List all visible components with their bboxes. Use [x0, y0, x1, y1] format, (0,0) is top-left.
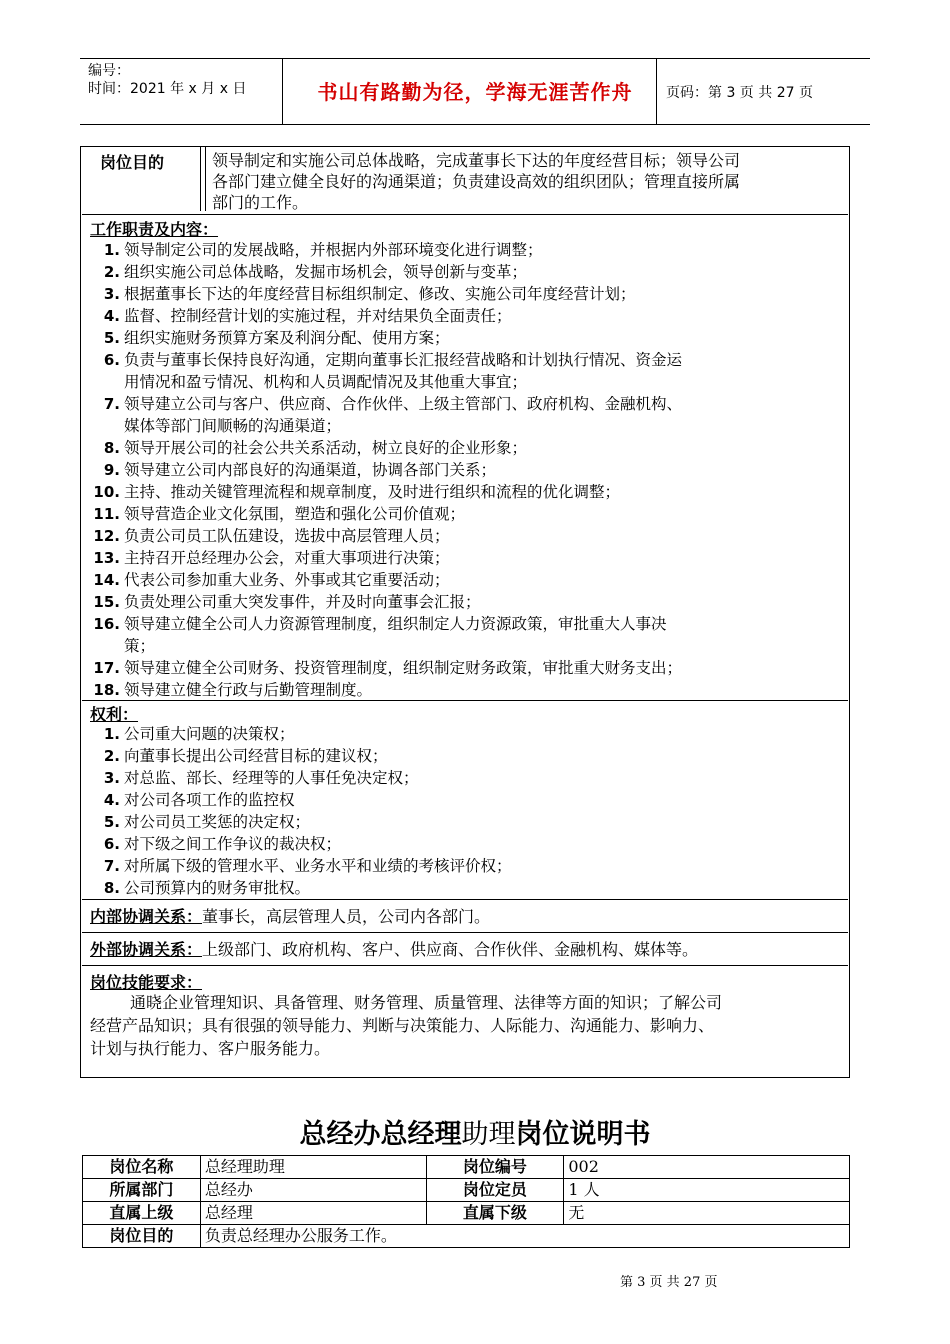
duty-number: 10.	[93, 483, 120, 501]
duty-text-line: 组织实施公司总体战略，发掘市场机会，领导创新与变革；	[124, 263, 528, 281]
rights-list	[92, 723, 842, 899]
duty-text-line: 负责与董事长保持良好沟通，定期向董事长汇报经营战略和计划执行情况、资金运	[124, 351, 683, 369]
duty-number: 11.	[93, 505, 120, 523]
duty-number: 3.	[103, 285, 120, 303]
assistant-purpose-value: 负责总经理办公服务工作。	[200, 1225, 849, 1248]
job-purpose-line-2: 各部门建立健全良好的沟通渠道；负责建设高效的组织团队；管理直接所属	[212, 172, 741, 191]
external-relations-text: 上级部门、政府机构、客户、供应商、合作伙伴、金融机构、媒体等。	[202, 940, 699, 959]
headcount-label: 岗位定员	[426, 1179, 564, 1202]
section-title-part-2: 助理	[461, 1119, 516, 1150]
right-text: 公司重大问题的决策权；	[124, 725, 295, 743]
superior-label: 直属上级	[83, 1202, 201, 1225]
header-top-rule	[80, 58, 870, 59]
skills-line-1: 通晓企业管理知识、具备管理、财务管理、质量管理、法律等方面的知识；了解公司	[130, 993, 723, 1012]
table-row	[83, 1179, 850, 1202]
superior-value: 总经理	[200, 1202, 426, 1225]
duty-number: 4.	[103, 307, 120, 325]
job-purpose-label: 岗位目的	[100, 153, 165, 172]
right-number: 5.	[103, 813, 120, 831]
duty-item	[92, 261, 842, 283]
duty-text-line: 领导建立健全公司财务、投资管理制度，组织制定财务政策，审批重大财务支出；	[124, 659, 683, 677]
right-item	[92, 789, 842, 811]
right-item	[92, 811, 842, 833]
table-row	[83, 1156, 850, 1179]
duty-item	[92, 459, 842, 481]
external-relations	[90, 939, 698, 961]
job-code-value: 002	[564, 1156, 850, 1179]
duty-item	[92, 327, 842, 349]
duty-text-line: 领导开展公司的社会公共关系活动，树立良好的企业形象；	[124, 439, 528, 457]
internal-relations-label: 内部协调关系：	[90, 907, 203, 926]
duty-text-line: 负责处理公司重大突发事件，并及时向董事会汇报；	[124, 593, 481, 611]
header-bottom-rule	[80, 124, 870, 125]
skills-line-3: 计划与执行能力、客户服务能力。	[90, 1039, 331, 1058]
job-name-value: 总经理助理	[200, 1156, 426, 1179]
duty-item	[92, 305, 842, 327]
duty-number: 13.	[93, 549, 120, 567]
duty-number: 14.	[93, 571, 120, 589]
job-purpose-line-1: 领导制定和实施公司总体战略，完成董事长下达的年度经营目标；领导公司	[212, 151, 741, 170]
duty-item	[92, 283, 842, 305]
page-indicator: 页码：第 3 页 共 27 页	[666, 85, 813, 101]
header-divider-right	[656, 58, 657, 124]
duty-number: 17.	[93, 659, 120, 677]
job-name-label: 岗位名称	[83, 1156, 201, 1179]
section-title-part-3: 岗位说明书	[515, 1119, 651, 1150]
right-number: 3.	[103, 769, 120, 787]
right-number: 8.	[103, 879, 120, 897]
duty-text-line: 领导建立健全行政与后勤管理制度。	[124, 681, 373, 699]
duty-item	[92, 437, 842, 459]
duties-label: 工作职责及内容：	[90, 220, 219, 239]
duty-number: 15.	[93, 593, 120, 611]
right-number: 1.	[103, 725, 120, 743]
right-item	[92, 745, 842, 767]
right-number: 4.	[103, 791, 120, 809]
duty-number: 9.	[103, 461, 120, 479]
header-motto: 书山有路勤为径，学海无涯苦作舟	[317, 80, 633, 104]
duty-item	[92, 349, 842, 393]
duty-text-line: 领导建立健全公司人力资源管理制度，组织制定人力资源政策，审批重大人事决	[124, 615, 667, 633]
right-text: 对公司员工奖惩的决定权；	[124, 813, 311, 831]
duty-number: 6.	[103, 351, 120, 369]
right-text: 向董事长提出公司经营目标的建议权；	[124, 747, 388, 765]
duty-text-line: 领导制定公司的发展战略，并根据内外部环境变化进行调整；	[124, 241, 543, 259]
right-text: 对公司各项工作的监控权	[124, 791, 295, 809]
duty-text-line: 负责公司员工队伍建设，选拔中高层管理人员；	[124, 527, 450, 545]
duty-item	[92, 525, 842, 547]
duty-item	[92, 569, 842, 591]
job-code-label: 岗位编号	[426, 1156, 564, 1179]
subordinate-value: 无	[564, 1202, 850, 1225]
purpose-label-divider-inner	[205, 147, 206, 211]
right-number: 2.	[103, 747, 120, 765]
section-title-part-1: 总经办总经理	[299, 1119, 462, 1150]
duties-list	[92, 239, 842, 701]
duty-item	[92, 613, 842, 657]
table-row	[83, 1225, 850, 1248]
time-label: 时间：2021 年 x 月 x 日	[88, 81, 247, 97]
duty-text-line: 领导营造企业文化氛围，塑造和强化公司价值观；	[124, 505, 466, 523]
duty-text-line: 领导建立公司内部良好的沟通渠道，协调各部门关系；	[124, 461, 497, 479]
duty-text-line: 主持召开总经理办公会，对重大事项进行决策；	[124, 549, 450, 567]
row-divider	[82, 700, 848, 701]
right-number: 6.	[103, 835, 120, 853]
row-divider	[82, 932, 848, 933]
duty-text-line: 领导建立公司与客户、供应商、合作伙伴、上级主管部门、政府机构、金融机构、	[124, 395, 683, 413]
duty-number: 2.	[103, 263, 120, 281]
skills-line-2: 经营产品知识；具有很强的领导能力、判断与决策能力、人际能力、沟通能力、影响力、	[90, 1016, 715, 1035]
assistant-job-table	[82, 1155, 850, 1248]
department-label: 所属部门	[83, 1179, 201, 1202]
right-text: 公司预算内的财务审批权。	[124, 879, 311, 897]
duty-text-line: 策；	[124, 637, 156, 655]
duty-item	[92, 591, 842, 613]
duty-item	[92, 481, 842, 503]
right-text: 对总监、部长、经理等的人事任免决定权；	[124, 769, 419, 787]
right-item	[92, 767, 842, 789]
duty-item	[92, 393, 842, 437]
headcount-value: 1 人	[564, 1179, 850, 1202]
duty-text-line: 组织实施财务预算方案及利润分配、使用方案；	[124, 329, 450, 347]
department-value: 总经办	[200, 1179, 426, 1202]
subordinate-label: 直属下级	[426, 1202, 564, 1225]
right-item	[92, 877, 842, 899]
duty-text-line: 监督、控制经营计划的实施过程，并对结果负全面责任；	[124, 307, 512, 325]
right-item	[92, 833, 842, 855]
internal-relations	[90, 906, 490, 928]
duty-text-line: 媒体等部门间顺畅的沟通渠道；	[124, 417, 342, 435]
duty-item	[92, 503, 842, 525]
row-divider	[82, 214, 848, 215]
duty-item	[92, 679, 842, 701]
right-number: 7.	[103, 857, 120, 875]
skills-label: 岗位技能要求：	[90, 973, 203, 992]
duty-item	[92, 239, 842, 261]
duty-number: 16.	[93, 615, 120, 633]
right-text: 对下级之间工作争议的裁决权；	[124, 835, 342, 853]
external-relations-label: 外部协调关系：	[90, 940, 203, 959]
header-divider-left	[282, 58, 283, 124]
rights-label: 权利：	[90, 705, 139, 724]
duty-text-line: 代表公司参加重大业务、外事或其它重要活动；	[124, 571, 450, 589]
right-item	[92, 855, 842, 877]
duty-number: 7.	[103, 395, 120, 413]
section-title	[0, 1112, 950, 1151]
duty-number: 12.	[93, 527, 120, 545]
duty-number: 5.	[103, 329, 120, 347]
duty-text-line: 用情况和盈亏情况、机构和人员调配情况及其他重大事宜；	[124, 373, 528, 391]
right-text: 对所属下级的管理水平、业务水平和业绩的考核评价权；	[124, 857, 512, 875]
duty-number: 18.	[93, 681, 120, 699]
row-divider	[82, 899, 848, 900]
assistant-purpose-label: 岗位目的	[83, 1225, 201, 1248]
duty-text-line: 根据董事长下达的年度经营目标组织制定、修改、实施公司年度经营计划；	[124, 285, 636, 303]
job-purpose-line-3: 部门的工作。	[212, 193, 309, 212]
duty-text-line: 主持、推动关键管理流程和规章制度，及时进行组织和流程的优化调整；	[124, 483, 621, 501]
page-footer: 第 3 页 共 27 页	[620, 1275, 718, 1290]
serial-number-label: 编号：	[88, 63, 130, 79]
duty-item	[92, 657, 842, 679]
purpose-label-divider	[200, 147, 201, 211]
duty-item	[92, 547, 842, 569]
duty-number: 8.	[103, 439, 120, 457]
internal-relations-text: 董事长，高层管理人员，公司内各部门。	[202, 907, 491, 926]
table-row	[83, 1202, 850, 1225]
duty-number: 1.	[103, 241, 120, 259]
row-divider	[82, 965, 848, 966]
right-item	[92, 723, 842, 745]
